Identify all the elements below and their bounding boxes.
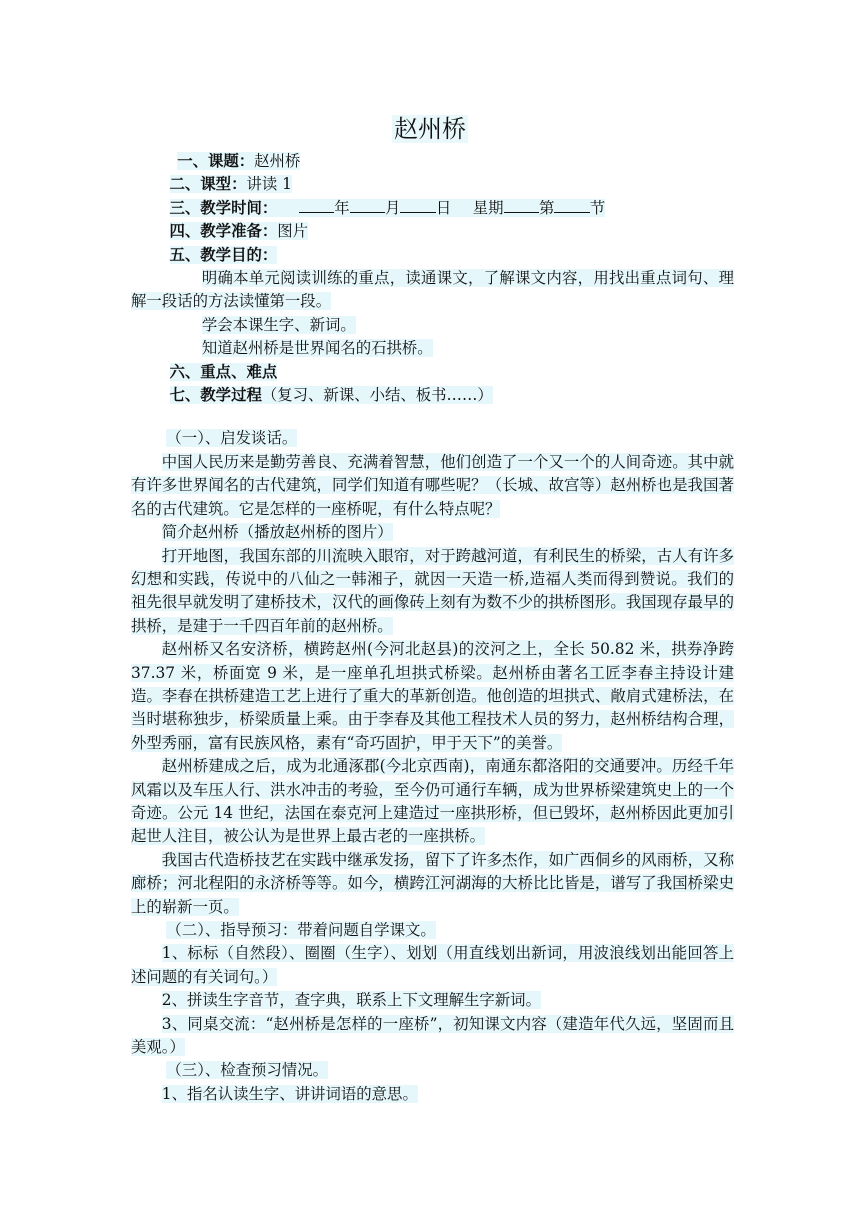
section-teaching-process: 七、教学过程（复习、新课、小结、板书……） [169,386,493,405]
part1-paragraph: 打开地图，我国东部的川流映入眼帘，对于跨越河道，有利民生的桥梁，古人有许多幻想和实践，传说中的八仙之一韩湘子，就因一天造一桥,造福人类而得到赞说。我们的祖先很早就发明了建桥技术，汉代的画像砖上刻有为数不少的拱桥图形。我国现存最早的拱桥，是建于一千四百年前的赵州桥。 [131,546,734,635]
objective-item: 学会本课生字、新词。 [201,315,356,334]
part3-item: 1、指名认读生字、讲讲词语的意思。 [161,1084,418,1103]
header-item-prep: 四、教学准备：图片 [169,222,309,241]
section-key-points: 六、重点、难点 [169,362,278,381]
objective-item: 明确本单元阅读训练的重点，读通课文，了解课文内容，用找出重点词句、理解一段话的方法读懂第一段。 [131,269,734,311]
document-body [131,150,734,1106]
part1-paragraph: 赵州桥建成之后，成为北通涿郡(今北京西南)，南通东都洛阳的交通要冲。历经千年风霜以及车压人行、洪水冲击的考验，至今仍可通行车辆，成为世界桥梁建筑史上的一个奇迹。公元 14 世纪，法国在泰克河上建造过一座拱形桥，但已毁坏，赵州桥因此更加引起世人注目，被公认为是世界上最古老的一座拱桥。 [131,757,734,846]
part1-paragraph: 赵州桥又名安济桥，横跨赵州(今河北赵县)的洨河之上，全长 50.82 米，拱券净跨 37.37 米，桥面宽 9 米，是一座单孔坦拱式桥梁。赵州桥由著名工匠李春主持设计建造。李春在拱桥建造工艺上进行了重大的革新创造。他创造的坦拱式、敞肩式建桥法，在当时堪称独步，桥梁质量上乘。由于李春及其他工程技术人员的努力，赵州桥结构合理，外型秀丽，富有民族风格，素有“奇巧固护，甲于天下”的美誉。 [131,640,734,752]
part1-paragraph: 我国古代造桥技艺在实践中继承发扬，留下了许多杰作，如广西侗乡的风雨桥，又称廊桥；河北程阳的永济桥等等。如今，横跨江河湖海的大桥比比皆是，谱写了我国桥梁史上的崭新一页。 [131,850,734,916]
part1-paragraph: 中国人民历来是勤劳善良、充满着智慧，他们创造了一个又一个的人间奇迹。其中就有许多世界闻名的古代建筑，同学们知道有哪些呢？（长城、故宫等）赵州桥也是我国著名的古代建筑。它是怎样的一座桥呢，有什么特点呢？ [131,452,734,518]
part2-item: 3、同桌交流：“赵州桥是怎样的一座桥”，初知课文内容（建造年代久远，坚固而且美观。） [131,1014,734,1057]
part3-title: （三）、检查预习情况。 [166,1061,329,1080]
header-item-goals: 五、教学目的： [169,245,278,264]
header-item-topic: 一、课题：赵州桥 [177,152,301,170]
date-blank [504,198,539,213]
part1-title: （一）、启发谈话。 [166,429,298,448]
part2-item: 2、拼读生字音节，查字典，联系上下文理解生字新词。 [161,991,541,1010]
date-blank [400,198,435,213]
part1-paragraph: 简介赵州桥（播放赵州桥的图片） [161,523,393,542]
document-title: 赵州桥 [394,115,466,143]
date-blank [554,198,589,213]
date-blank [350,198,385,213]
date-blank [299,198,334,213]
part2-item: 1、标标（自然段）、圈圈（生字）、划划（用直线划出新词，用波浪线划出能回答上述问题的有关词句。） [131,944,734,986]
objective-item: 知道赵州桥是世界闻名的石拱桥。 [201,339,433,358]
part2-title: （二）、指导预习：带着问题自学课文。 [166,921,436,939]
header-item-type: 二、课型：讲读 1 [169,175,292,194]
header-item-time: 三、教学时间： 年 月 日 星期 第 节 [169,198,606,217]
